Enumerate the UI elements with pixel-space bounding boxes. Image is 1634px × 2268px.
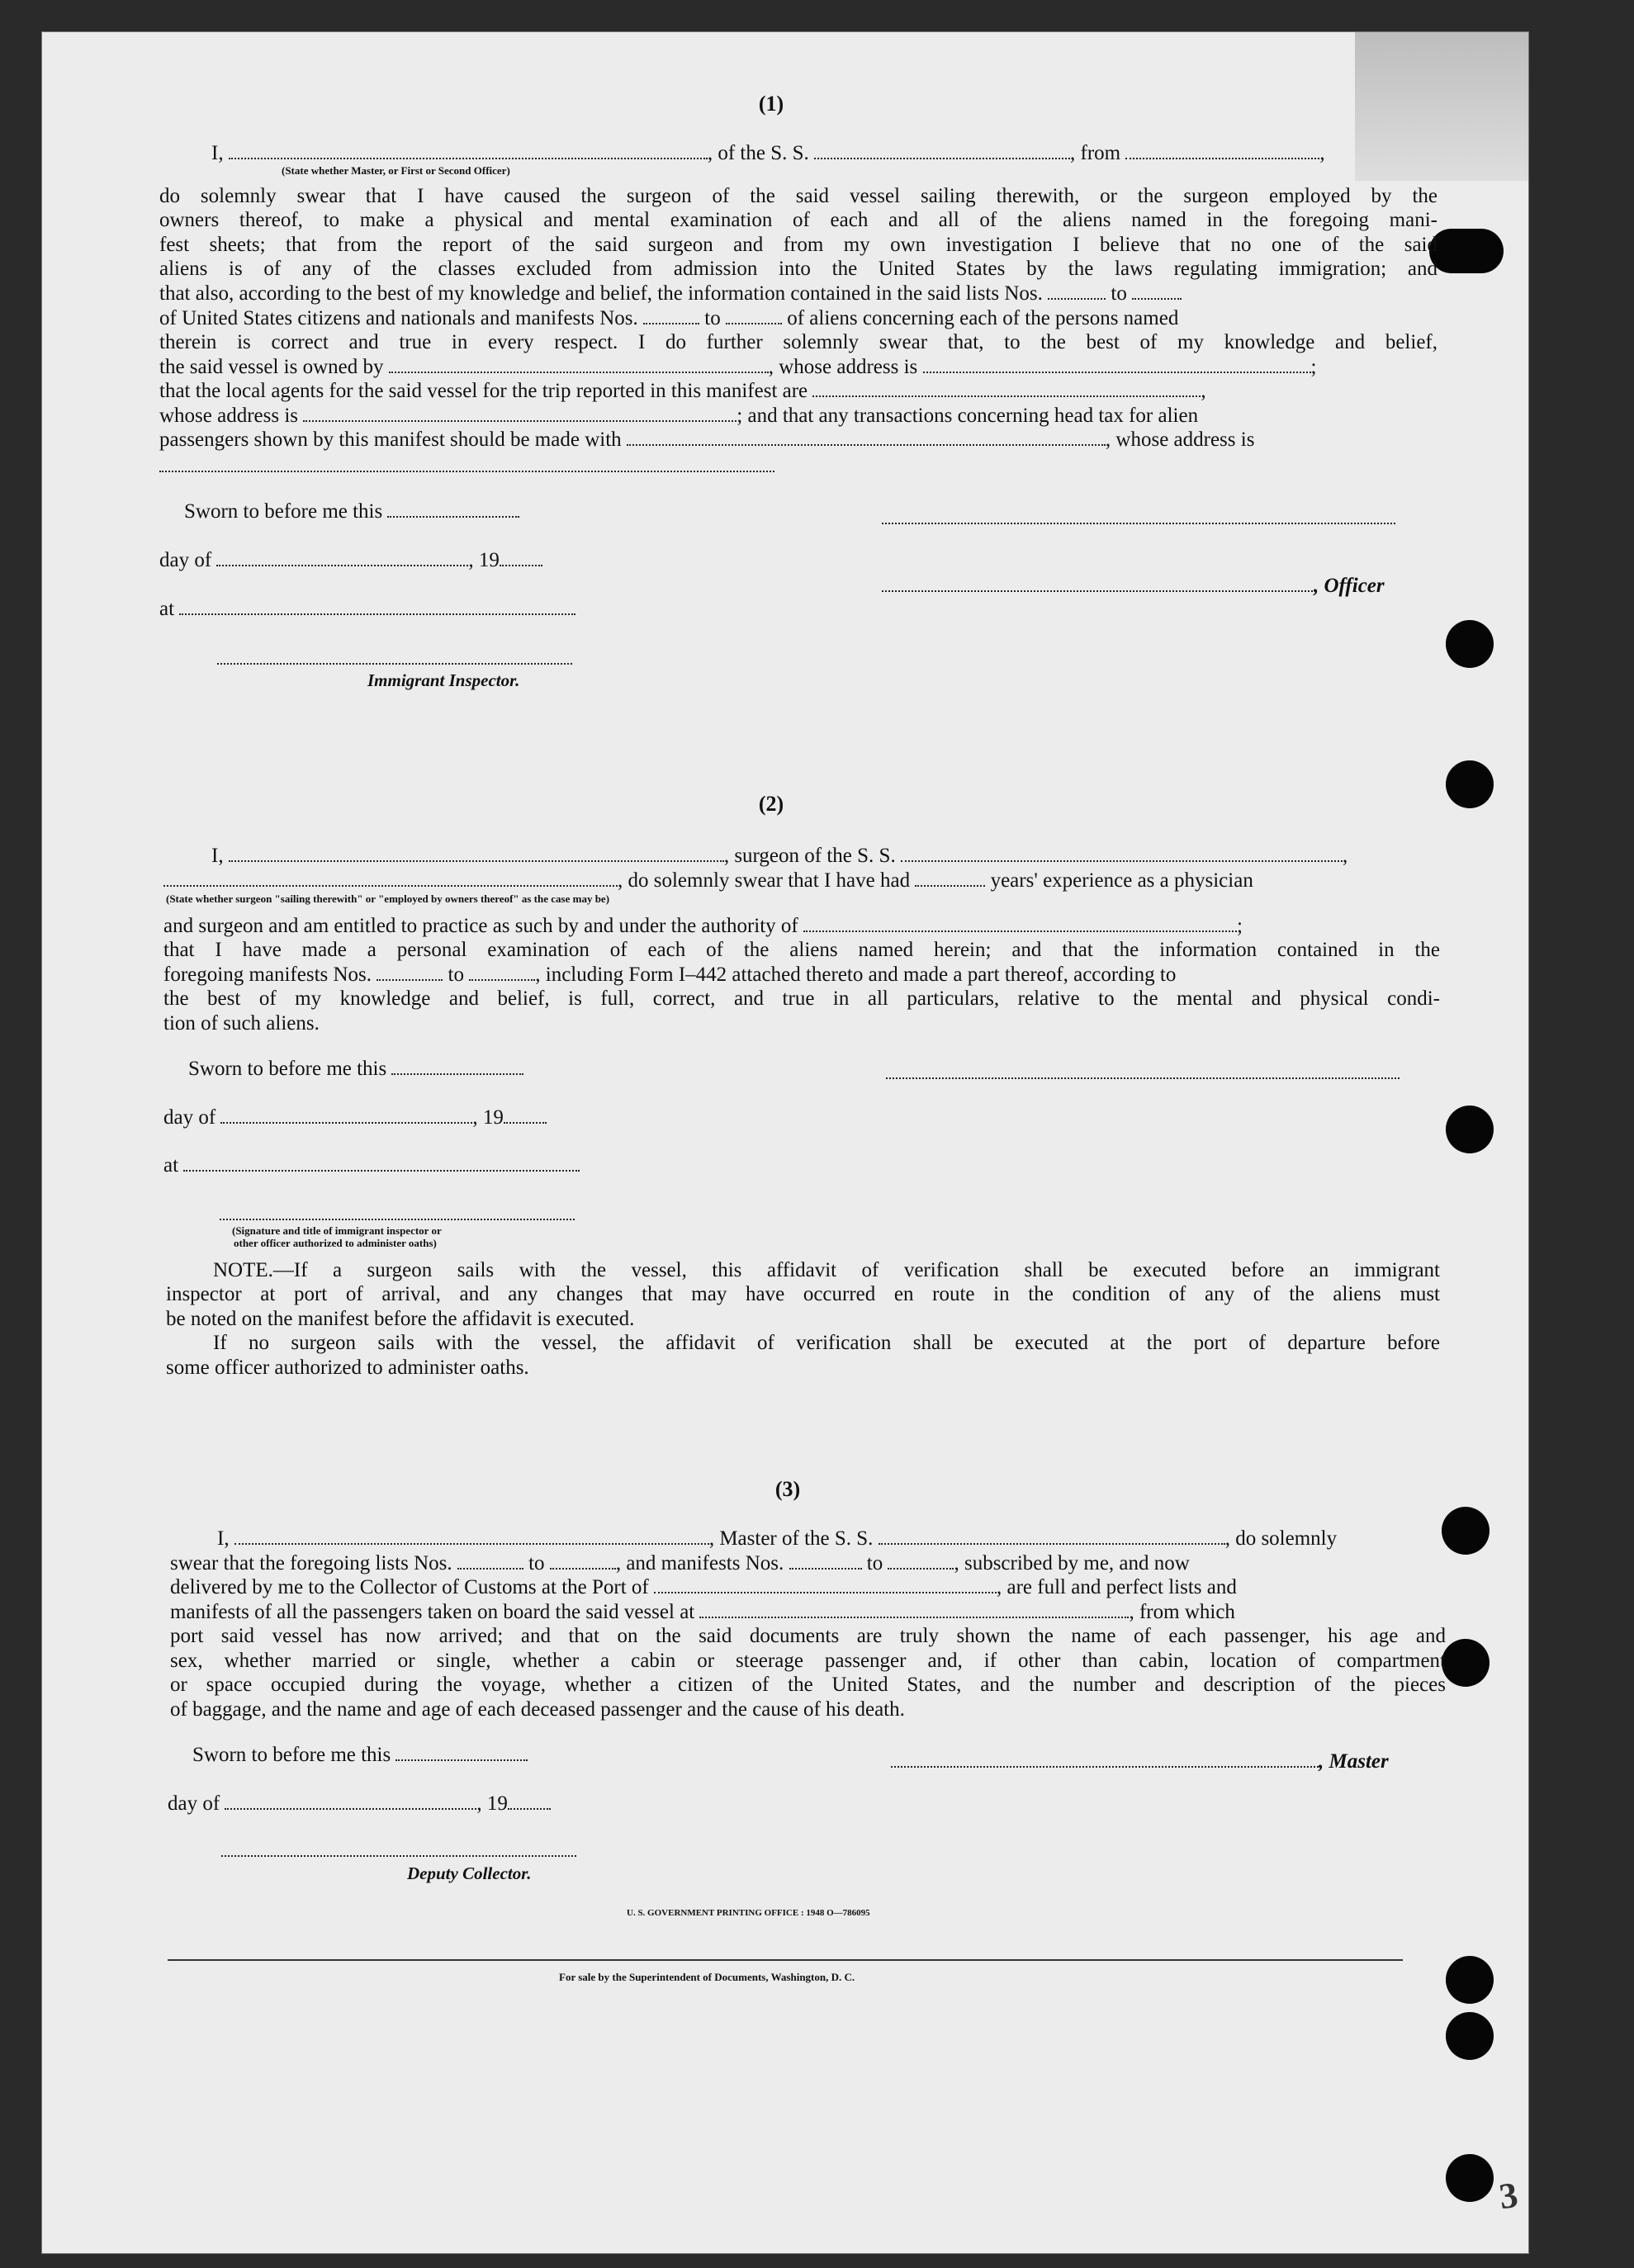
- section-2-line-2: , do solemnly swear that I have had years' experience as a physician: [163, 869, 1253, 893]
- section-2-line-1: I, , surgeon of the S. S. ,: [211, 845, 1348, 867]
- section-2-para-line: the best of my knowledge and belief, is full, correct, and true in all particulars, relative to the mental and physical condi-: [163, 987, 1440, 1010]
- section-1-para-line: owners thereof, to make a physical and mental examination of each and all of the aliens named in the foregoing mani-: [159, 209, 1437, 231]
- section-3-line-1: I, , Master of the S. S. , do solemnly: [217, 1527, 1338, 1550]
- deputy-collector-signature-line: [221, 1855, 576, 1857]
- section-1-para-line: that the local agents for the said vessel for the trip reported in this manifest are ,: [159, 380, 1206, 402]
- signature-caption-2: other officer authorized to administer oaths): [234, 1237, 437, 1249]
- section-3-line-2: swear that the foregoing lists Nos. to , and manifests Nos. to , subscribed by me, and now: [170, 1552, 1190, 1574]
- punch-hole-icon: [1446, 2012, 1494, 2060]
- section-1-para-line: the said vessel is owned by , whose address is ;: [159, 356, 1317, 378]
- section-1-para-line: whose address is ; and that any transactions concerning head tax for alien: [159, 405, 1199, 427]
- section-2-number: (2): [758, 792, 784, 816]
- officer-signature-line-1: [882, 523, 1395, 524]
- section-3-day-of: day of , 19: [168, 1792, 551, 1816]
- section-2-sworn: Sworn to before me this: [188, 1057, 523, 1082]
- section-3-para-line: sex, whether married or single, whether a cabin or steerage passenger and, if other than cabin, location of compartment: [170, 1650, 1446, 1672]
- officer-signature-line-2: [882, 590, 1313, 592]
- section-3-number: (3): [774, 1477, 801, 1501]
- margin-mark: 3: [1496, 2174, 1521, 2218]
- officer-label: , Officer: [1314, 575, 1385, 597]
- deputy-collector-label: Deputy Collector.: [407, 1863, 532, 1883]
- section-1-caption: (State whether Master, or First or Second Officer): [282, 164, 510, 177]
- section-2-para-line: foregoing manifests Nos. to , including Form I–442 attached thereto and made a part thereof, according to: [163, 964, 1177, 986]
- section-3-para-line: or space occupied during the voyage, whether a citizen of the United States, and the number and description of the pieces: [170, 1674, 1446, 1696]
- punch-hole-icon: [1446, 620, 1494, 668]
- punch-hole-icon: [1446, 760, 1494, 808]
- section-3-line-3: delivered by me to the Collector of Customs at the Port of , are full and perfect lists and: [170, 1576, 1237, 1598]
- punch-hole-icon: [1442, 1507, 1490, 1555]
- for-sale-notice: For sale by the Superintendent of Documents, Washington, D. C.: [559, 1971, 855, 1983]
- note-line: If no surgeon sails with the vessel, the affidavit of verification shall be executed at the port of departure before: [213, 1332, 1440, 1354]
- surgeon-signature-line: [886, 1077, 1400, 1079]
- section-2-para-line: that I have made a personal examination of each of the aliens named herein; and that the information contained in the: [163, 939, 1440, 961]
- section-1-number: (1): [758, 92, 784, 116]
- gpo-imprint: U. S. GOVERNMENT PRINTING OFFICE : 1948 O—786095: [627, 1908, 870, 1918]
- signature-caption-1: (Signature and title of immigrant inspector or: [232, 1224, 442, 1237]
- section-1-day-of: day of , 19: [159, 548, 542, 573]
- section-1-line-1: I, , of the S. S. , from ,: [211, 142, 1325, 164]
- section-1-para-line: aliens is of any of the classes excluded from admission into the United States by the laws regulating immigration; and: [159, 258, 1437, 280]
- section-1-para-line: therein is correct and true in every respect. I do further solemnly swear that, to the best of my knowledge and belief,: [159, 331, 1437, 353]
- punch-hole-icon: [1429, 229, 1504, 273]
- section-3-line-4: manifests of all the passengers taken on board the said vessel at , from which: [170, 1601, 1235, 1623]
- punch-hole-icon: [1446, 2154, 1494, 2202]
- section-3-sworn: Sworn to before me this: [192, 1743, 528, 1768]
- section-2-day-of: day of , 19: [163, 1106, 547, 1130]
- note-line: be noted on the manifest before the affidavit is executed.: [166, 1308, 635, 1330]
- note-line: some officer authorized to administer oaths.: [166, 1357, 529, 1379]
- section-1-para-line: that also, according to the best of my knowledge and belief, the information contained in the said lists Nos. to: [159, 282, 1182, 306]
- note-line: NOTE.—If a surgeon sails with the vessel, this affidavit of verification shall be executed before an immigrant: [213, 1259, 1440, 1281]
- address-continuation-line: [159, 471, 774, 472]
- inspector-signature-line: [217, 663, 572, 665]
- section-1-sworn: Sworn to before me this: [184, 500, 519, 524]
- section-3-para-line: port said vessel has now arrived; and that on the said documents are truly shown the name of each passenger, his age and: [170, 1625, 1446, 1647]
- master-label: , Master: [1319, 1750, 1389, 1773]
- section-2-caption: (State whether surgeon "sailing therewith" or "employed by owners thereof" as the case may be): [166, 893, 610, 905]
- footer-rule: [168, 1959, 1403, 1961]
- form-page: [41, 31, 1529, 2254]
- section-1-at: at: [159, 597, 575, 622]
- note-line: inspector at port of arrival, and any changes that may have occurred en route in the condition of any of the aliens must: [166, 1283, 1440, 1305]
- section-2-para-line: and surgeon and am entitled to practice as such by and under the authority of ;: [163, 915, 1243, 937]
- section-1-para-line: passengers shown by this manifest should be made with , whose address is: [159, 429, 1255, 451]
- section-2-at: at: [163, 1153, 580, 1178]
- administering-officer-signature-line: [220, 1219, 575, 1220]
- punch-hole-icon: [1446, 1106, 1494, 1153]
- section-3-para-line: of baggage, and the name and age of each deceased passenger and the cause of his death.: [170, 1698, 905, 1721]
- master-signature-line: [891, 1766, 1319, 1768]
- immigrant-inspector-label: Immigrant Inspector.: [367, 670, 520, 690]
- section-1-para-line: fest sheets; that from the report of the said surgeon and from my own investigation I believe that no one of the said: [159, 234, 1437, 256]
- section-1-para-line: do solemnly swear that I have caused the surgeon of the said vessel sailing therewith, or the surgeon employed by the: [159, 185, 1437, 207]
- torn-corner: [1355, 32, 1528, 181]
- section-1-para-line: of United States citizens and nationals and manifests Nos. to of aliens concerning each of the persons named: [159, 307, 1179, 329]
- punch-hole-icon: [1442, 1639, 1490, 1687]
- section-2-para-line: tion of such aliens.: [163, 1012, 320, 1035]
- punch-hole-icon: [1446, 1956, 1494, 2004]
